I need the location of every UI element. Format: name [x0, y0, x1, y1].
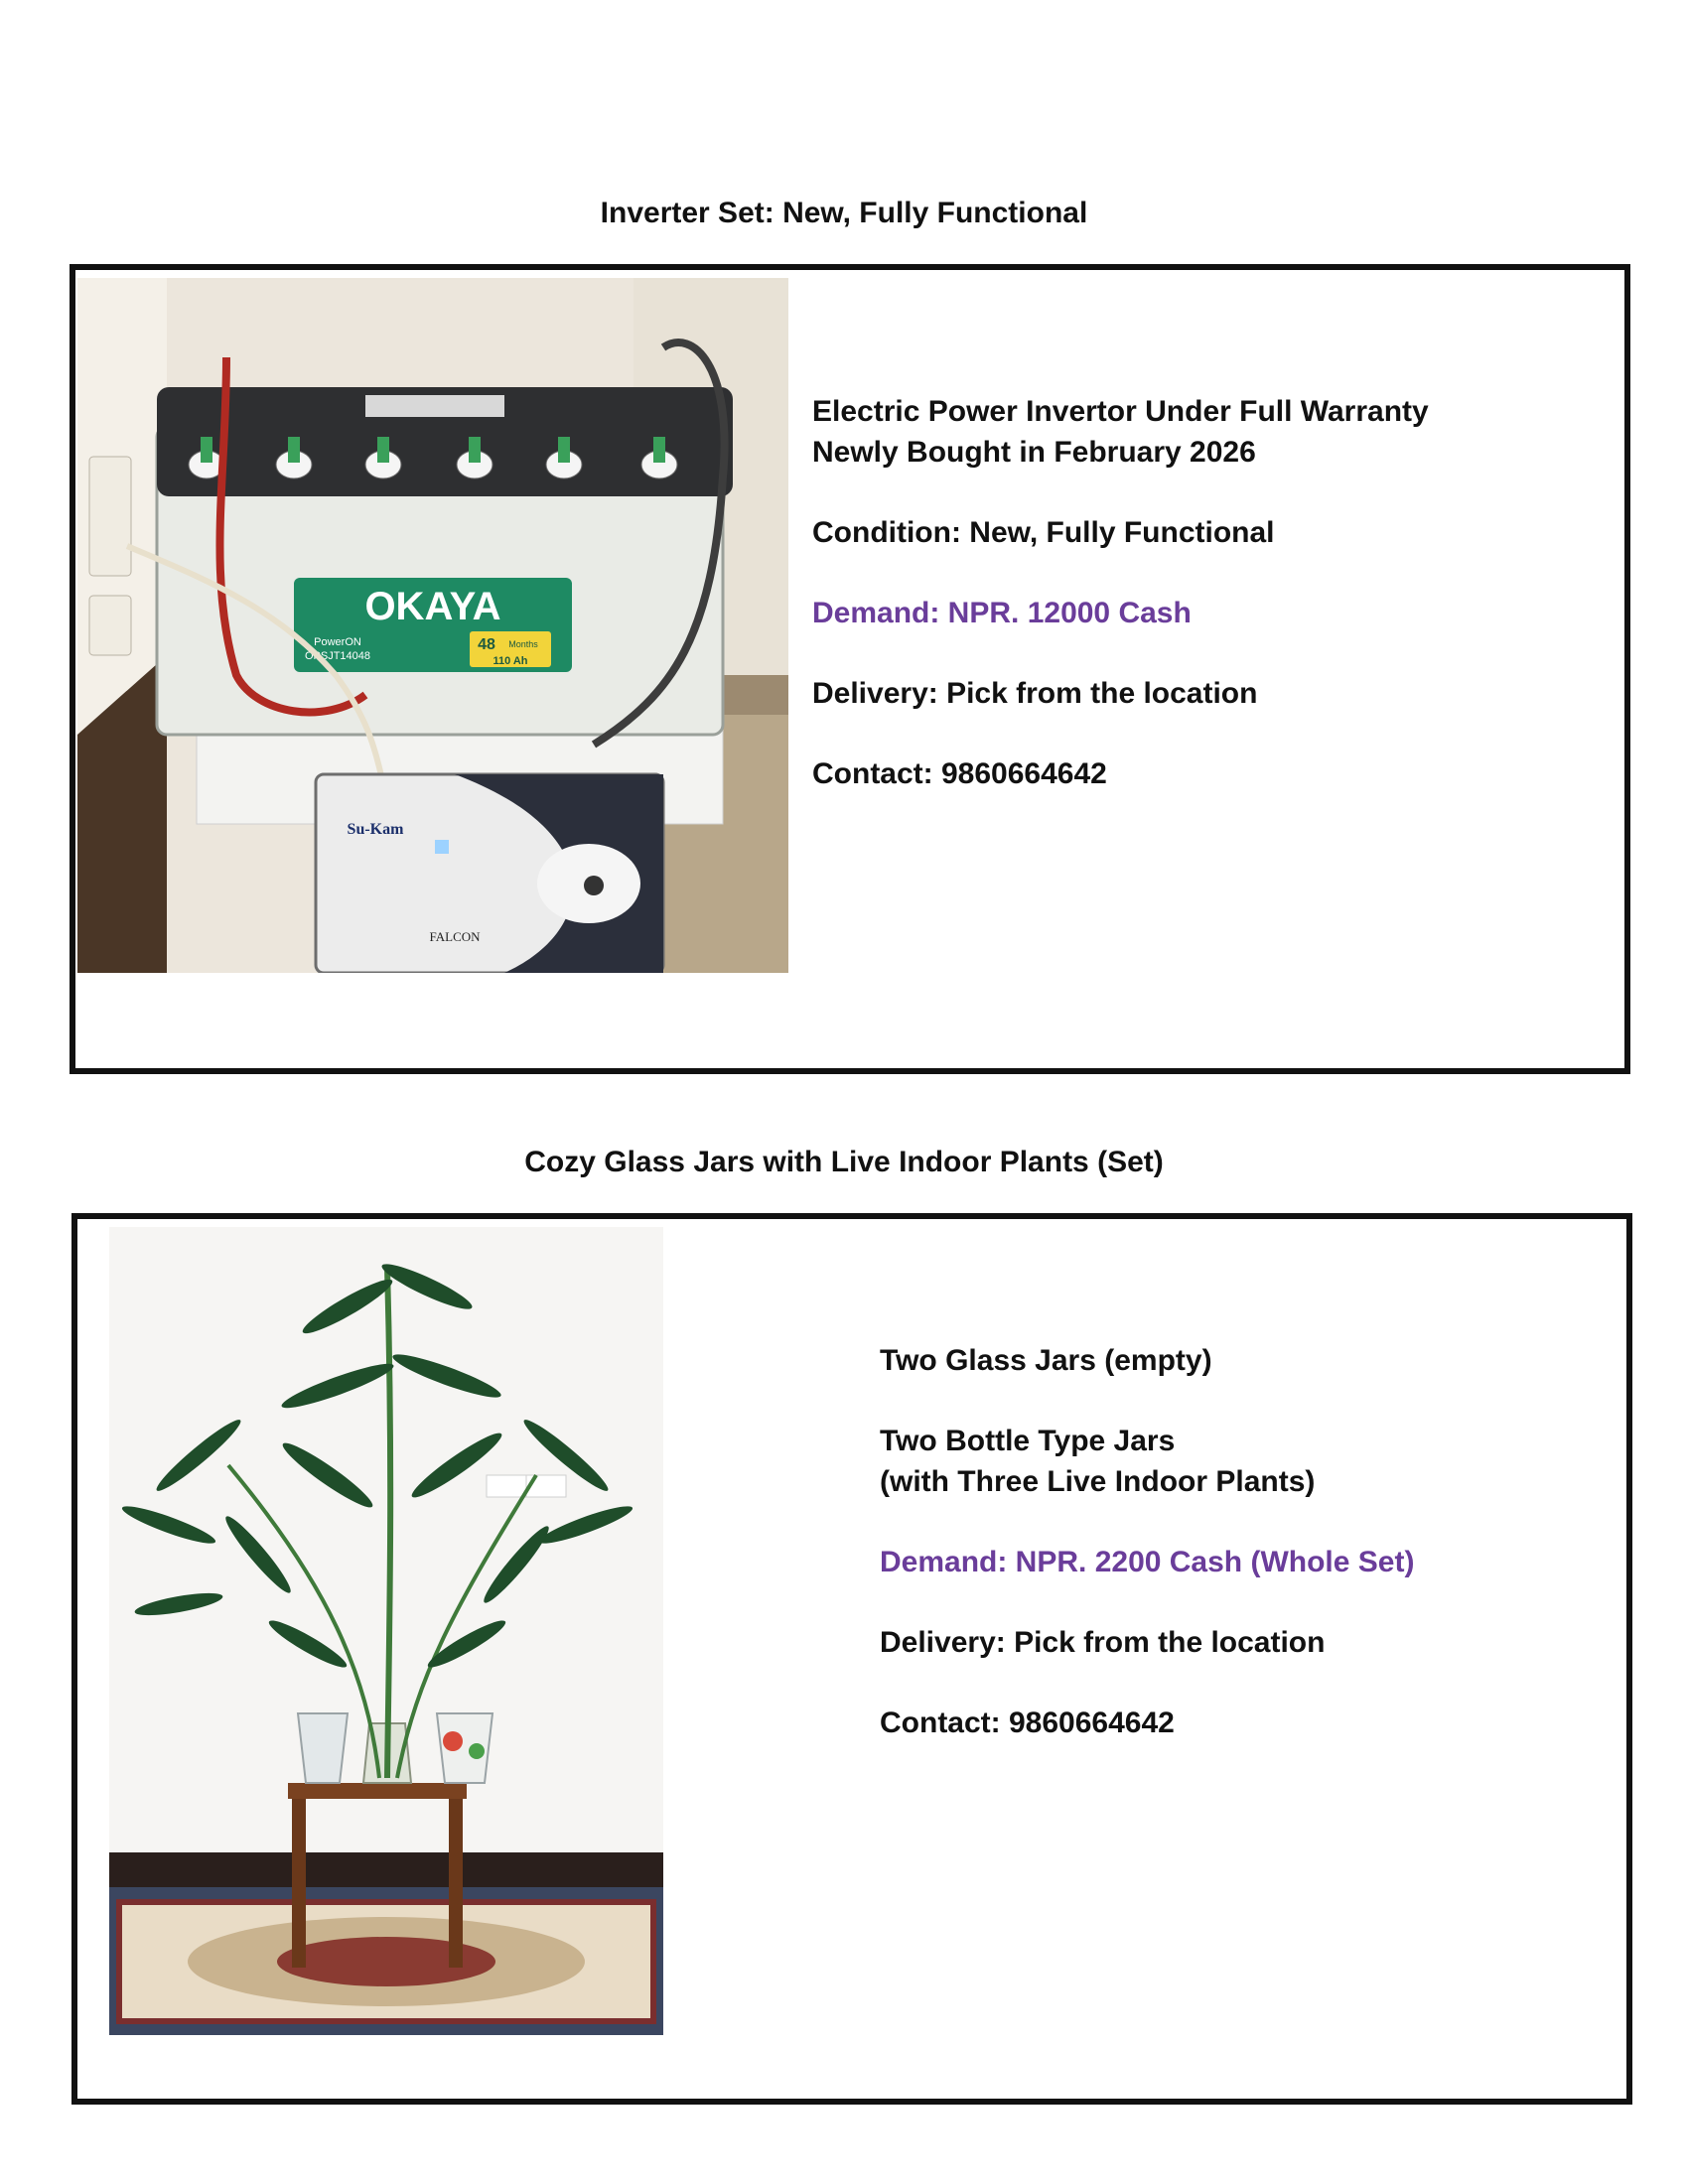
- battery-model-code: OPSJT14048: [304, 650, 371, 662]
- inverter-contact: Contact: 9860664642: [812, 757, 1107, 790]
- inverter-condition: Condition: New, Fully Functional: [812, 516, 1275, 549]
- plants-demand: Demand: NPR. 2200 Cash (Whole Set): [880, 1546, 1415, 1578]
- inverter-demand: Demand: NPR. 12000 Cash: [812, 597, 1192, 629]
- inverter-purchase-date: Newly Bought in February 2026: [812, 436, 1256, 469]
- plants-photo: [109, 1227, 663, 2035]
- plants-delivery: Delivery: Pick from the location: [880, 1626, 1326, 1659]
- plants-contact: Contact: 9860664642: [880, 1706, 1175, 1739]
- inverter-delivery: Delivery: Pick from the location: [812, 677, 1258, 710]
- okaya-brand-text: OKAYA: [364, 585, 501, 628]
- inverter-model-text: FALCON: [429, 929, 481, 944]
- listing2-details: [880, 1340, 1615, 1783]
- battery-warranty-unit: Months: [508, 639, 538, 649]
- inverter-title: Electric Power Invertor Under Full Warranty: [812, 395, 1429, 428]
- listing1-details: [812, 391, 1607, 834]
- battery-capacity: 110 Ah: [492, 655, 528, 667]
- listing2-heading: Cozy Glass Jars with Live Indoor Plants (Set): [524, 1146, 1164, 1178]
- inverter-brand-text: Su-Kam: [347, 821, 404, 838]
- listing1-heading: Inverter Set: New, Fully Functional: [600, 197, 1088, 229]
- battery-warranty-number: 48: [478, 636, 495, 653]
- plants-item-glass-jars: Two Glass Jars (empty): [880, 1344, 1212, 1377]
- battery-model-top: PowerON: [314, 636, 361, 648]
- plants-item-bottle-jars-note: (with Three Live Indoor Plants): [880, 1465, 1316, 1498]
- plants-item-bottle-jars: Two Bottle Type Jars: [880, 1425, 1176, 1457]
- inverter-photo: [77, 278, 788, 973]
